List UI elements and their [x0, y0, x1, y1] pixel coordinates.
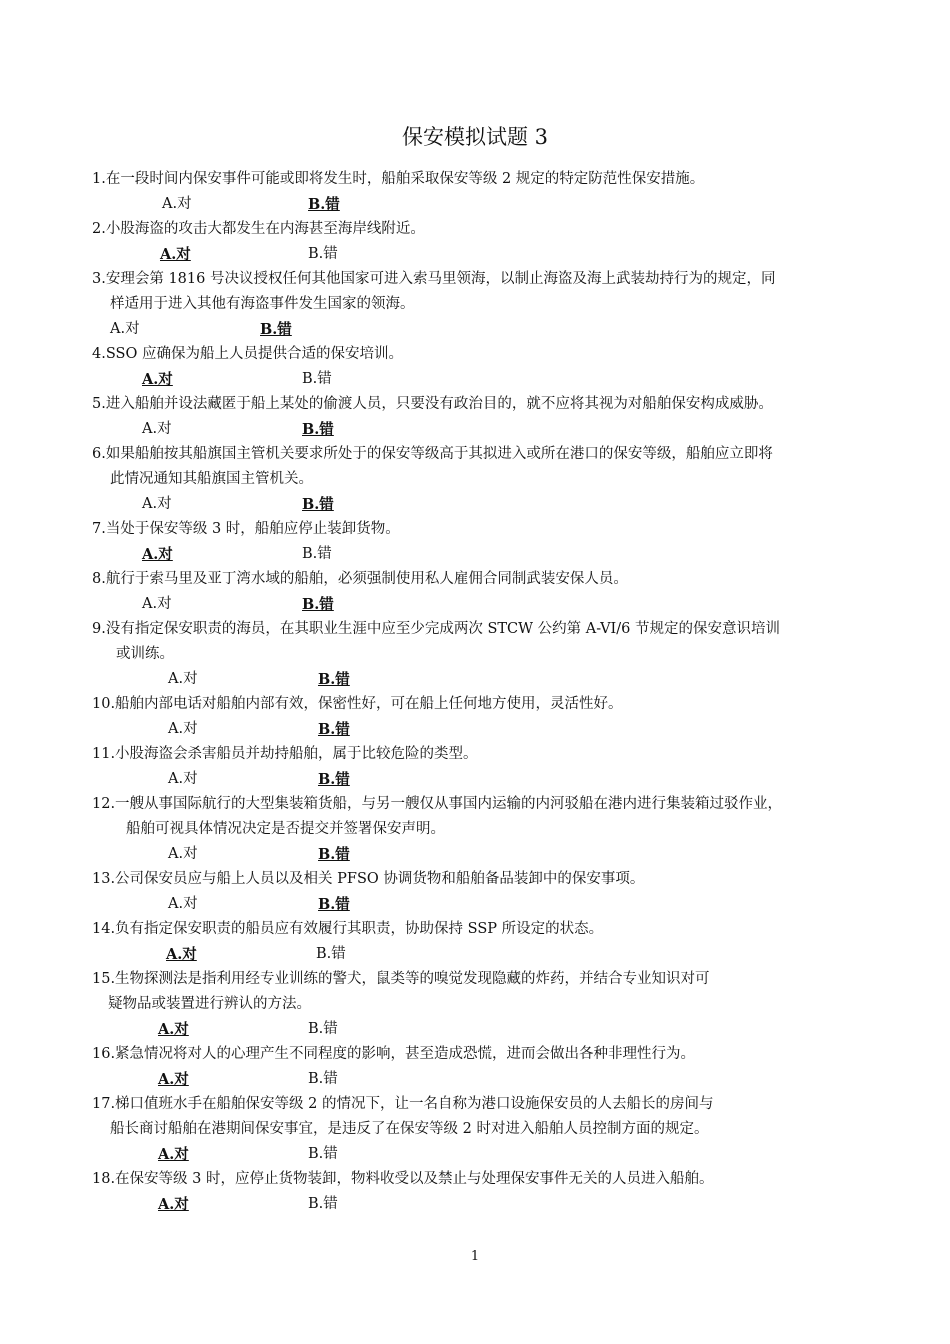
question-text [92, 867, 882, 892]
question-item [92, 167, 882, 217]
question-item [92, 617, 882, 692]
answer-options [92, 192, 882, 217]
option-a[interactable]: A.对 [142, 546, 173, 563]
question-text [92, 742, 882, 767]
page-title: 保安模拟试题 3 [401, 125, 549, 149]
question-line: 1.在一段时间内保安事件可能或即将发生时，船舶采取保安等级 2 规定的特定防范性保安措施。 [92, 171, 705, 187]
option-b[interactable]: B.错 [318, 771, 350, 788]
option-a[interactable]: A.对 [162, 196, 192, 212]
question-item [92, 267, 882, 342]
option-a[interactable]: A.对 [142, 421, 172, 437]
option-b[interactable]: B.错 [308, 1146, 338, 1162]
option-b[interactable]: B.错 [308, 246, 338, 262]
question-line-continued: 船长商讨船舶在港期间保安事宜，是违反了在保安等级 2 时对进入船舶人员控制方面的规定。 [110, 1121, 709, 1137]
question-text [92, 1092, 882, 1142]
question-line: 12.一艘从事国际航行的大型集装箱货船，与另一艘仅从事国内运输的内河驳船在港内进行集装箱过驳作业， [92, 796, 783, 812]
question-item [92, 442, 882, 517]
option-b[interactable]: B.错 [318, 846, 350, 863]
question-line: 6.如果船舶按其船旗国主管机关要求所处于的保安等级高于其拟进入或所在港口的保安等级，船舶应立即将 [92, 446, 773, 462]
question-item [92, 1167, 882, 1217]
option-a[interactable]: A.对 [168, 771, 198, 787]
answer-options [92, 492, 882, 517]
question-line: 13.公司保安员应与船上人员以及相关 PFSO 协调货物和船舶备品装卸中的保安事项。 [92, 871, 645, 887]
option-a[interactable]: A.对 [168, 671, 198, 687]
answer-options [92, 1192, 882, 1217]
option-a[interactable]: A.对 [168, 846, 198, 862]
question-text [92, 967, 882, 1017]
question-text [92, 167, 882, 192]
option-b[interactable]: B.错 [308, 1071, 338, 1087]
option-a[interactable]: A.对 [160, 246, 191, 263]
question-text [92, 217, 882, 242]
answer-options [92, 1142, 882, 1167]
question-text [92, 617, 882, 667]
answer-options [92, 367, 882, 392]
question-text [92, 567, 882, 592]
question-line: 10.船舶内部电话对船舶内部有效，保密性好，可在船上任何地方使用，灵活性好。 [92, 696, 623, 712]
question-item [92, 517, 882, 567]
question-line-continued: 疑物品或装置进行辨认的方法。 [108, 996, 311, 1012]
question-line: 4.SSO 应确保为船上人员提供合适的保安培训。 [92, 346, 403, 362]
option-a[interactable]: A.对 [110, 321, 140, 337]
option-b[interactable]: B.错 [318, 721, 350, 738]
question-line: 18.在保安等级 3 时，应停止货物装卸，物料收受以及禁止与处理保安事件无关的人员进入船舶。 [92, 1171, 714, 1187]
option-b[interactable]: B.错 [260, 321, 292, 338]
question-line: 15.生物探测法是指利用经专业训练的警犬，鼠类等的嗅觉发现隐藏的炸药，并结合专业知识对可 [92, 971, 710, 987]
question-line: 5.进入船舶并设法藏匿于船上某处的偷渡人员，只要没有政治目的，就不应将其视为对船舶保安构成威胁。 [92, 396, 773, 412]
question-line-continued: 船舶可视具体情况决定是否提交并签署保安声明。 [126, 821, 445, 837]
answer-options [92, 1067, 882, 1092]
question-item [92, 567, 882, 617]
page-number: 1 [470, 1249, 480, 1264]
answer-options [92, 667, 882, 692]
question-item [92, 867, 882, 917]
option-b[interactable]: B.错 [302, 596, 334, 613]
question-item [92, 1042, 882, 1092]
option-a[interactable]: A.对 [158, 1071, 189, 1088]
option-a[interactable]: A.对 [142, 496, 172, 512]
question-text [92, 917, 882, 942]
answer-options [92, 892, 882, 917]
question-text [92, 692, 882, 717]
question-text [92, 792, 882, 842]
question-text [92, 267, 882, 317]
option-b[interactable]: B.错 [302, 496, 334, 513]
answer-options [92, 242, 882, 267]
option-b[interactable]: B.错 [308, 196, 340, 213]
question-text [92, 392, 882, 417]
answer-options [92, 592, 882, 617]
question-item [92, 1092, 882, 1167]
answer-options [92, 417, 882, 442]
option-a[interactable]: A.对 [168, 896, 198, 912]
answer-options [92, 317, 882, 342]
question-item [92, 742, 882, 792]
question-item [92, 342, 882, 392]
option-b[interactable]: B.错 [302, 421, 334, 438]
option-a[interactable]: A.对 [166, 946, 197, 963]
question-text [92, 1167, 882, 1192]
question-item [92, 967, 882, 1042]
answer-options [92, 717, 882, 742]
answer-options [92, 942, 882, 967]
question-line-continued: 此情况通知其船旗国主管机关。 [110, 471, 313, 487]
question-text [92, 517, 882, 542]
option-b[interactable]: B.错 [318, 896, 350, 913]
answer-options [92, 842, 882, 867]
question-line: 16.紧急情况将对人的心理产生不同程度的影响，甚至造成恐慌，进而会做出各种非理性行为。 [92, 1046, 696, 1062]
option-b[interactable]: B.错 [308, 1021, 338, 1037]
question-item [92, 792, 882, 867]
option-b[interactable]: B.错 [316, 946, 346, 962]
option-b[interactable]: B.错 [302, 546, 332, 562]
question-line: 2.小股海盗的攻击大都发生在内海甚至海岸线附近。 [92, 221, 425, 237]
question-text [92, 342, 882, 367]
answer-options [92, 767, 882, 792]
option-b[interactable]: B.错 [318, 671, 350, 688]
question-line: 9.没有指定保安职责的海员，在其职业生涯中应至少完成两次 STCW 公约第 A-VI/6 节规定的保安意识培训 [92, 621, 780, 637]
option-a[interactable]: A.对 [158, 1196, 189, 1213]
question-line-continued: 样适用于进入其他有海盗事件发生国家的领海。 [110, 296, 415, 312]
option-a[interactable]: A.对 [158, 1146, 189, 1163]
question-text [92, 1042, 882, 1067]
option-a[interactable]: A.对 [158, 1021, 189, 1038]
option-a[interactable]: A.对 [142, 371, 173, 388]
question-item [92, 692, 882, 742]
answer-options [92, 542, 882, 567]
option-a[interactable]: A.对 [168, 721, 198, 737]
question-line: 14.负有指定保安职责的船员应有效履行其职责，协助保持 SSP 所设定的状态。 [92, 921, 604, 937]
question-line: 3.安理会第 1816 号决议授权任何其他国家可进入索马里领海，以制止海盗及海上武装劫持行为的规定，同 [92, 271, 776, 287]
question-list [92, 167, 882, 1217]
question-item [92, 392, 882, 442]
question-item [92, 217, 882, 267]
question-line: 11.小股海盗会杀害船员并劫持船舶，属于比较危险的类型。 [92, 746, 478, 762]
question-text [92, 442, 882, 492]
question-line: 17.梯口值班水手在船舶保安等级 2 的情况下，让一名自称为港口设施保安员的人去船长的房间与 [92, 1096, 714, 1112]
question-item [92, 917, 882, 967]
option-b[interactable]: B.错 [302, 371, 332, 387]
option-b[interactable]: B.错 [308, 1196, 338, 1212]
question-line: 8.航行于索马里及亚丁湾水域的船舶，必须强制使用私人雇佣合同制武装安保人员。 [92, 571, 628, 587]
question-line: 7.当处于保安等级 3 时，船舶应停止装卸货物。 [92, 521, 400, 537]
answer-options [92, 1017, 882, 1042]
option-a[interactable]: A.对 [142, 596, 172, 612]
question-line-continued: 或训练。 [116, 646, 174, 662]
